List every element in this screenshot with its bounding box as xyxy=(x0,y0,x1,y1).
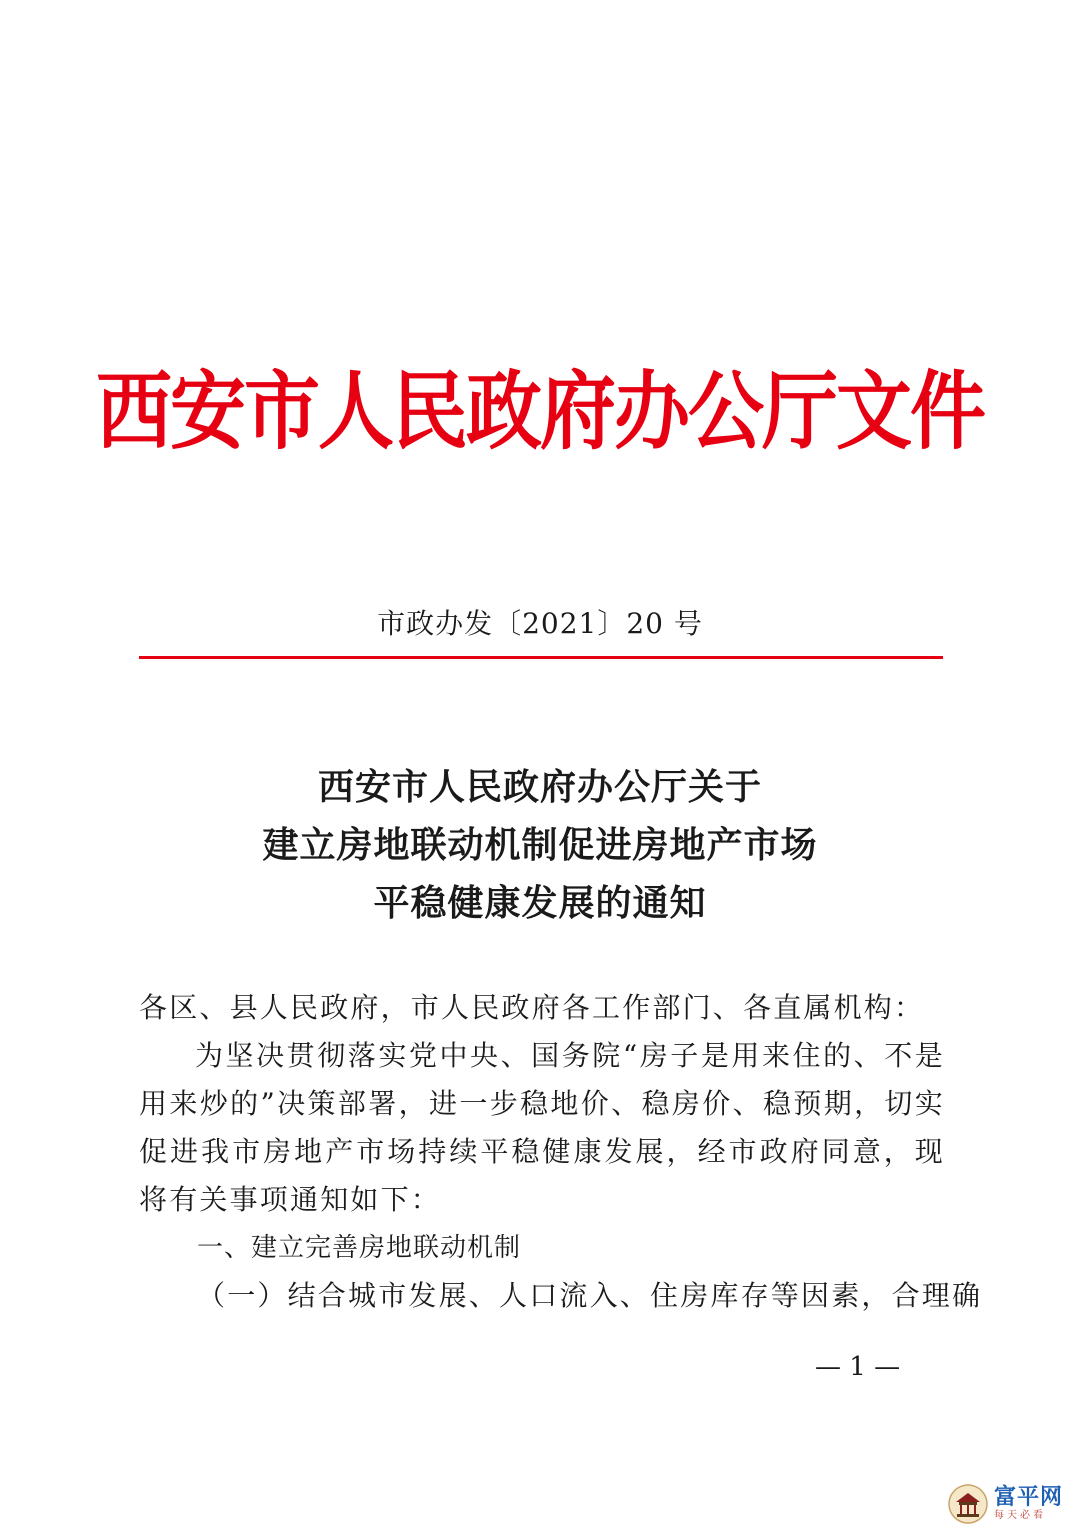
document-body xyxy=(139,984,983,1320)
watermark-slogan: 每天必看 xyxy=(994,1510,1046,1521)
site-watermark xyxy=(948,1484,1076,1524)
red-divider-line xyxy=(139,656,943,659)
title-line-1: 西安市人民政府办公厅关于 xyxy=(317,766,762,808)
temple-logo-icon xyxy=(948,1484,988,1524)
salutation: 各区、县人民政府，市人民政府各工作部门、各直属机构： xyxy=(139,991,925,1024)
title-line-3: 平稳健康发展的通知 xyxy=(373,882,707,924)
item-1-text: （一）结合城市发展、人口流入、住房库存等因素，合理确 xyxy=(197,1279,983,1312)
masthead-title: 西安市人民政府办公厅文件 xyxy=(96,361,984,462)
intro-paragraph: 为坚决贯彻落实党中央、国务院“房子是用来住的、不是用来炒的”决策部署，进一步稳地价、稳房价、稳预期，切实促进我市房地产市场持续平稳健康发展，经市政府同意，现将有关事项通知如下： xyxy=(139,1039,945,1216)
document-number: 市政办发〔2021〕20 号 xyxy=(377,607,703,640)
watermark-name: 富平网 xyxy=(994,1485,1064,1510)
section-heading-1: 一、建立完善房地联动机制 xyxy=(197,1233,522,1263)
page-number: — 1 — xyxy=(815,1352,901,1382)
title-line-2: 建立房地联动机制促进房地产市场 xyxy=(262,824,818,866)
notice-title xyxy=(0,758,1080,932)
